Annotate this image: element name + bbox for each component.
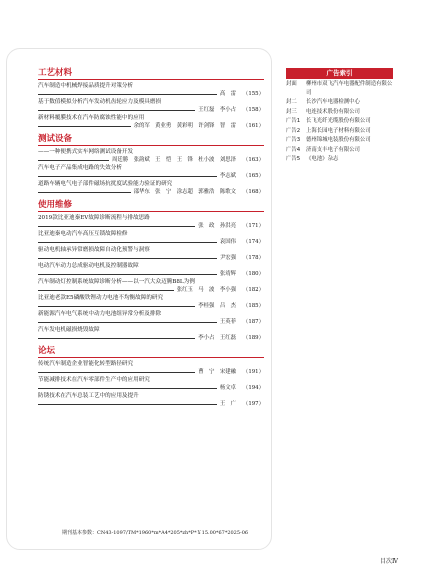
ad-item <box>286 98 393 107</box>
article-page: （163） <box>242 157 264 163</box>
article-title: 比亚迪秦电动汽车高压互锁故障检修 <box>38 231 128 237</box>
ad-item <box>286 108 393 117</box>
toc-section <box>38 66 264 130</box>
ad-item <box>286 136 393 145</box>
article-page: （158） <box>242 107 264 113</box>
article-title: 基于数值模拟分析汽车发动机齿轮应力及模具磨损 <box>38 99 162 105</box>
article-page: （180） <box>242 271 264 277</box>
ad-advertiser: 上海长园电子材料有限公司 <box>306 127 371 134</box>
toc-entry[interactable] <box>38 148 264 164</box>
article-author: 袁国伟 <box>219 239 236 245</box>
table-of-contents <box>38 64 264 408</box>
article-author: 王红磊 李小占 <box>198 107 236 113</box>
article-title: 节能减排技术在汽车零部件生产中的应用研究 <box>38 377 150 383</box>
article-author: 周廷勝 张韵斌 王 恺 王 锋 杜小波 刘思泽 <box>112 157 236 163</box>
section-title: 测试设备 <box>38 132 264 146</box>
toc-entry[interactable] <box>38 98 264 114</box>
toc-entry[interactable] <box>38 376 264 392</box>
ad-item <box>286 146 393 155</box>
ad-position: 广告1 <box>286 118 301 124</box>
article-page: （155） <box>242 91 264 97</box>
ad-position: 广告3 <box>286 137 301 143</box>
article-author: 张 政 孙洪亮 <box>198 223 236 229</box>
article-author: 王 广 <box>219 401 236 407</box>
ad-advertiser: 柳州市双飞汽车电器配件制造有限公司 <box>306 81 393 96</box>
article-title: 比亚迪老款E5磷酸铁锂动力电池不均衡故障的研究 <box>38 295 164 301</box>
article-page: （182） <box>242 287 264 293</box>
article-title: 2019款比亚迪秦EV故障诊断流程与排故思路 <box>38 215 150 221</box>
article-page: （197） <box>242 401 264 407</box>
toc-entry[interactable] <box>38 180 264 196</box>
article-page: （165） <box>242 173 264 179</box>
toc-section <box>38 344 264 408</box>
article-page: （174） <box>242 239 264 245</box>
ad-index-title: 广告索引 <box>286 68 393 79</box>
toc-entry[interactable] <box>38 294 264 310</box>
section-title: 论坛 <box>38 344 264 358</box>
toc-entry[interactable] <box>38 214 264 230</box>
article-author: 张红玉 马 波 李小强 <box>176 287 236 293</box>
toc-entry[interactable] <box>38 164 264 180</box>
toc-entry[interactable] <box>38 326 264 342</box>
article-page: （189） <box>242 335 264 341</box>
article-page: （191） <box>242 369 264 375</box>
ad-advertiser: 长飞光纤光缆股份有限公司 <box>306 118 371 124</box>
ad-item <box>286 80 393 97</box>
article-page: （178） <box>242 255 264 261</box>
toc-entry[interactable] <box>38 246 264 262</box>
toc-entry[interactable] <box>38 392 264 408</box>
article-page: （161） <box>242 123 264 129</box>
ad-item <box>286 155 393 164</box>
ad-index <box>286 68 393 164</box>
article-page: （168） <box>242 189 264 195</box>
article-title: 新材料覆膜技术在汽车防腐蚀性能中的应用 <box>38 115 145 121</box>
ad-advertiser: 长沙汽车电器检测中心 <box>306 99 360 105</box>
ad-position: 广告5 <box>286 156 301 162</box>
ad-position: 封三 <box>286 108 297 115</box>
ad-advertiser: 济南支丰电子有限公司 <box>306 146 360 153</box>
toc-section <box>38 132 264 196</box>
article-title: 汽车发电机磁损烧毁故障 <box>38 327 100 333</box>
toc-entry[interactable] <box>38 278 264 294</box>
article-author: 邵华东 张 宁 涂志超 郭雅浩 陈歌文 <box>133 189 236 195</box>
article-title: 电动汽车动力总成驱动电机及控制器故障 <box>38 263 139 269</box>
article-author: 张靖辉 <box>219 271 236 277</box>
article-title: ——一种便携式实车网络测试设备开发 <box>38 149 134 155</box>
page-number: 目次Ⅳ <box>380 558 398 565</box>
article-author: 余的军 黄业勇 黄彩明 许剑锋 智 雷 <box>133 123 236 129</box>
article-author: 李小占 王红磊 <box>198 335 236 341</box>
ad-item <box>286 127 393 136</box>
toc-entry[interactable] <box>38 360 264 376</box>
article-author: 高 雷 <box>219 91 236 97</box>
article-author: 李桂强 吕 杰 <box>198 303 236 309</box>
article-page: （171） <box>242 223 264 229</box>
article-title: 道路车辆电气电子部件磁场抗扰度试验能力验证的研究 <box>38 181 173 187</box>
article-title: 传统汽车制造企业智能化转型路径研究 <box>38 361 134 367</box>
article-page: （185） <box>242 303 264 309</box>
article-author: 尹宏强 <box>219 255 236 261</box>
toc-entry[interactable] <box>38 310 264 326</box>
article-title: 汽车电子产品集成电路的失效分析 <box>38 165 122 171</box>
ad-position: 封面 <box>286 81 297 87</box>
ad-advertiser: 《电池》杂志 <box>306 156 339 162</box>
ad-item <box>286 117 393 126</box>
ad-position: 封二 <box>286 99 297 105</box>
ad-position: 广告4 <box>286 146 301 153</box>
article-title: 汽车制造中机械焊接品质提升对策分析 <box>38 83 134 89</box>
journal-parameters: 期刊基本参数：CN43-1097/TM*1960*m*A4*205*zh*P*￥15.00*67*2025-06 <box>62 530 249 536</box>
article-title: 防锈技术在汽车总装工艺中的应用及提升 <box>38 393 139 399</box>
article-page: （187） <box>242 319 264 325</box>
toc-section <box>38 198 264 342</box>
article-page: （194） <box>242 385 264 391</box>
article-title: 新能源汽车电气系统中动力电池组异常分析及排除 <box>38 311 162 317</box>
toc-entry[interactable] <box>38 230 264 246</box>
toc-entry[interactable] <box>38 262 264 278</box>
article-author: 王英菲 <box>219 319 236 325</box>
article-author: 曹 宁 宋建融 <box>198 369 236 375</box>
ad-advertiser: 德州锦城电装股份有限公司 <box>306 137 371 143</box>
section-title: 工艺材料 <box>38 66 264 80</box>
article-title: 驱动电机轴承异常磨损故障自动化预警与洞察 <box>38 247 150 253</box>
toc-entry[interactable] <box>38 82 264 98</box>
ad-position: 广告2 <box>286 127 301 134</box>
article-title: 汽车制动灯控制系统故障诊断分析——以一汽大众迈腾B8L为例 <box>38 279 195 285</box>
article-author: 李志斌 <box>219 173 236 179</box>
section-title: 使用维修 <box>38 198 264 212</box>
ad-advertiser: 电连技术股份有限公司 <box>306 108 360 115</box>
article-author: 杨文卓 <box>219 385 236 391</box>
toc-entry[interactable] <box>38 114 264 130</box>
